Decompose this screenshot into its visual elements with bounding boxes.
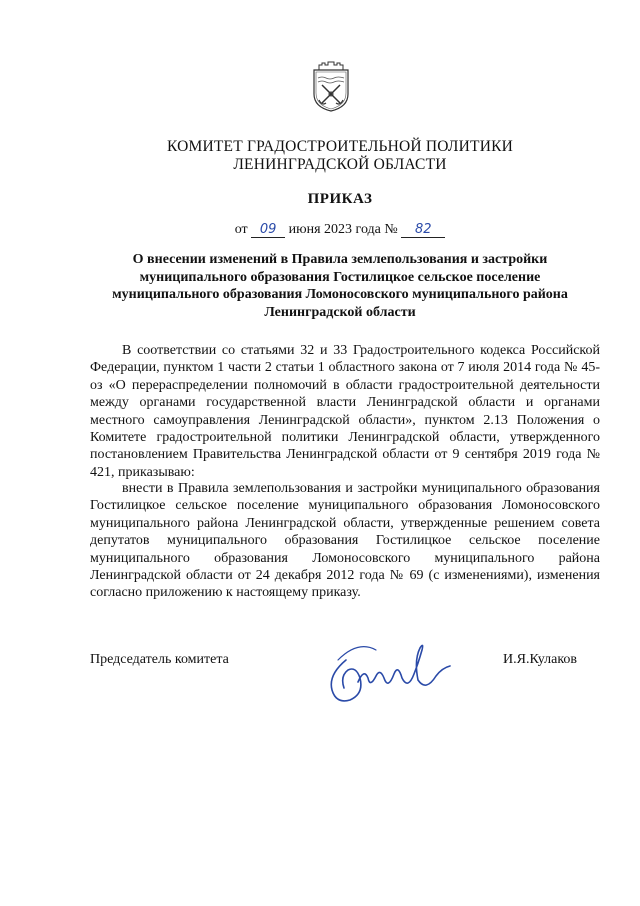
order-number-handwritten: 82: [401, 222, 445, 238]
body-paragraph-1: В соответствии со статьями 32 и 33 Градостроительного кодекса Российской Федерации, пунктом 1 части 2 статьи 1 областного закона от 7 июля 2014 года № 45-оз «О перераспределении полномочий в области градостроительной деятельности между органами государственной власти Ленинградской области и органами местного самоуправления Ленинградской области», пунктом 2.13 Положения о Комитете градостроительной политики Ленинградской области, утвержденного постановлением Правительства Ленинградской области от 9 сентября 2019 года № 421, приказываю:: [90, 343, 600, 480]
signatory-position: Председатель комитета: [90, 652, 229, 667]
order-date-prefix: от: [234, 222, 248, 237]
handwritten-signature-icon: [318, 620, 458, 720]
coat-of-arms-icon: [312, 60, 350, 112]
committee-name: [90, 138, 590, 174]
signatory-name: И.Я.Кулаков: [503, 652, 578, 667]
subject-line-2: муниципального образования Гостилицкое сельское поселение: [139, 269, 541, 285]
subject-line-1: О внесении изменений в Правила землепользования и застройки: [132, 252, 548, 267]
order-day-handwritten: 09: [251, 222, 285, 238]
committee-line-1: КОМИТЕТ ГРАДОСТРОИТЕЛЬНОЙ ПОЛИТИКИ: [166, 138, 514, 155]
subject-line-3: муниципального образования Ломоносовского муниципального района: [112, 287, 568, 302]
order-subject: [84, 251, 596, 321]
order-title: ПРИКАЗ: [307, 191, 373, 207]
order-month-year: июня 2023 года №: [288, 222, 398, 237]
body-paragraph-2: внести в Правила землепользования и застройки муниципального образования Гостилицкое сельское поселение муниципального образования Ломоносовского муниципального района Ленинградской области, утвержденные решением совета депутатов муниципального образования Гостилицкое сельское поселение муниципального образования Ломоносовского муниципального района Ленинградской области от 24 декабря 2012 года № 69 (с изменениями), изменения согласно приложению к настоящему приказу.: [90, 481, 600, 601]
subject-line-4: Ленинградской области: [264, 304, 416, 320]
order-date-line: [90, 222, 590, 238]
committee-line-2: ЛЕНИНГРАДСКОЙ ОБЛАСТИ: [233, 156, 447, 173]
